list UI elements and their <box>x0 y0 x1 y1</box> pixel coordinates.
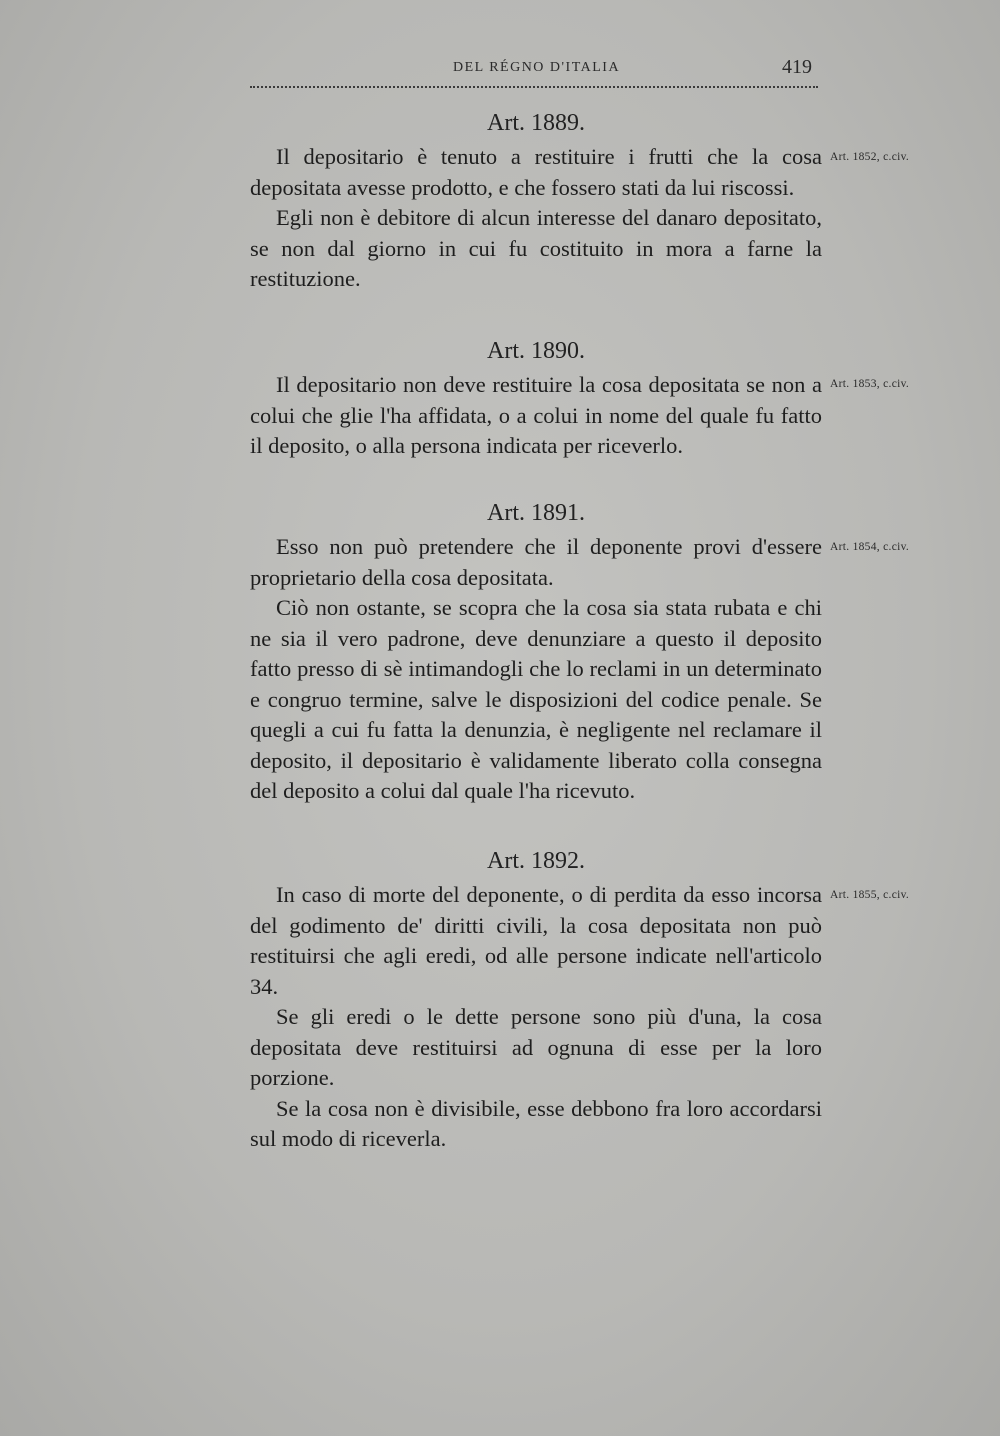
article-heading: Art. 1892. <box>487 848 585 874</box>
article-paragraph: Egli non è debitore di alcun interesse del danaro depositato, se non dal giorno in cui fu costituito in mora a farne la restituzione. <box>250 205 822 291</box>
article-1890 <box>250 336 822 462</box>
article-heading: Art. 1889. <box>487 110 585 136</box>
running-title: DEL RÉGNO D'ITALIA <box>453 60 621 75</box>
article-paragraph: Il depositario non deve restituire la cosa depositata se non a colui che glie l'ha affidata, o a colui in nome del quale fu fatto il deposito, o alla persona indicata per riceverlo. <box>250 372 822 458</box>
margin-note: Art. 1853, c.civ. <box>830 378 910 390</box>
article-heading: Art. 1890. <box>487 338 585 364</box>
article-heading: Art. 1891. <box>487 500 585 526</box>
page-number: 419 <box>782 56 812 78</box>
margin-note: Art. 1855, c.civ. <box>830 889 910 901</box>
article-paragraph: In caso di morte del deponente, o di perdita da esso incorsa del godimento de' diritti civili, la cosa depositata non può restituirsi che agli eredi, od alle persone indicate nell'articolo 34. <box>250 882 822 999</box>
running-head <box>250 56 818 88</box>
margin-note: Art. 1852, c.civ. <box>830 151 910 163</box>
article-1892 <box>250 846 822 1155</box>
margin-note: Art. 1854, c.civ. <box>830 541 910 553</box>
article-paragraph: Se la cosa non è divisibile, esse debbono fra loro accordarsi sul modo di riceverla. <box>250 1095 822 1151</box>
article-paragraph: Esso non può pretendere che il deponente provi d'essere proprietario della cosa depositata. <box>250 534 822 590</box>
article-1891 <box>250 498 822 807</box>
article-1889 <box>250 108 822 295</box>
article-paragraph: Il depositario è tenuto a restituire i frutti che la cosa depositata avesse prodotto, e che fossero stati da lui riscossi. <box>250 144 822 200</box>
article-paragraph: Se gli eredi o le dette persone sono più d'una, la cosa depositata deve restituirsi ad ognuna di esse per la loro porzione. <box>250 1004 822 1090</box>
article-paragraph: Ciò non ostante, se scopra che la cosa sia stata rubata e chi ne sia il vero padrone, deve denunziare a questo il deposito fatto presso di sè intimandogli che lo reclami in un determinato e congruo termine, salve le disposizioni del codice penale. Se quegli a cui fu fatta la denunzia, è negligente nel reclamare il deposito, il depositario è validamente liberato colla consegna del deposito a colui dal quale l'ha ricevuto. <box>250 595 822 803</box>
